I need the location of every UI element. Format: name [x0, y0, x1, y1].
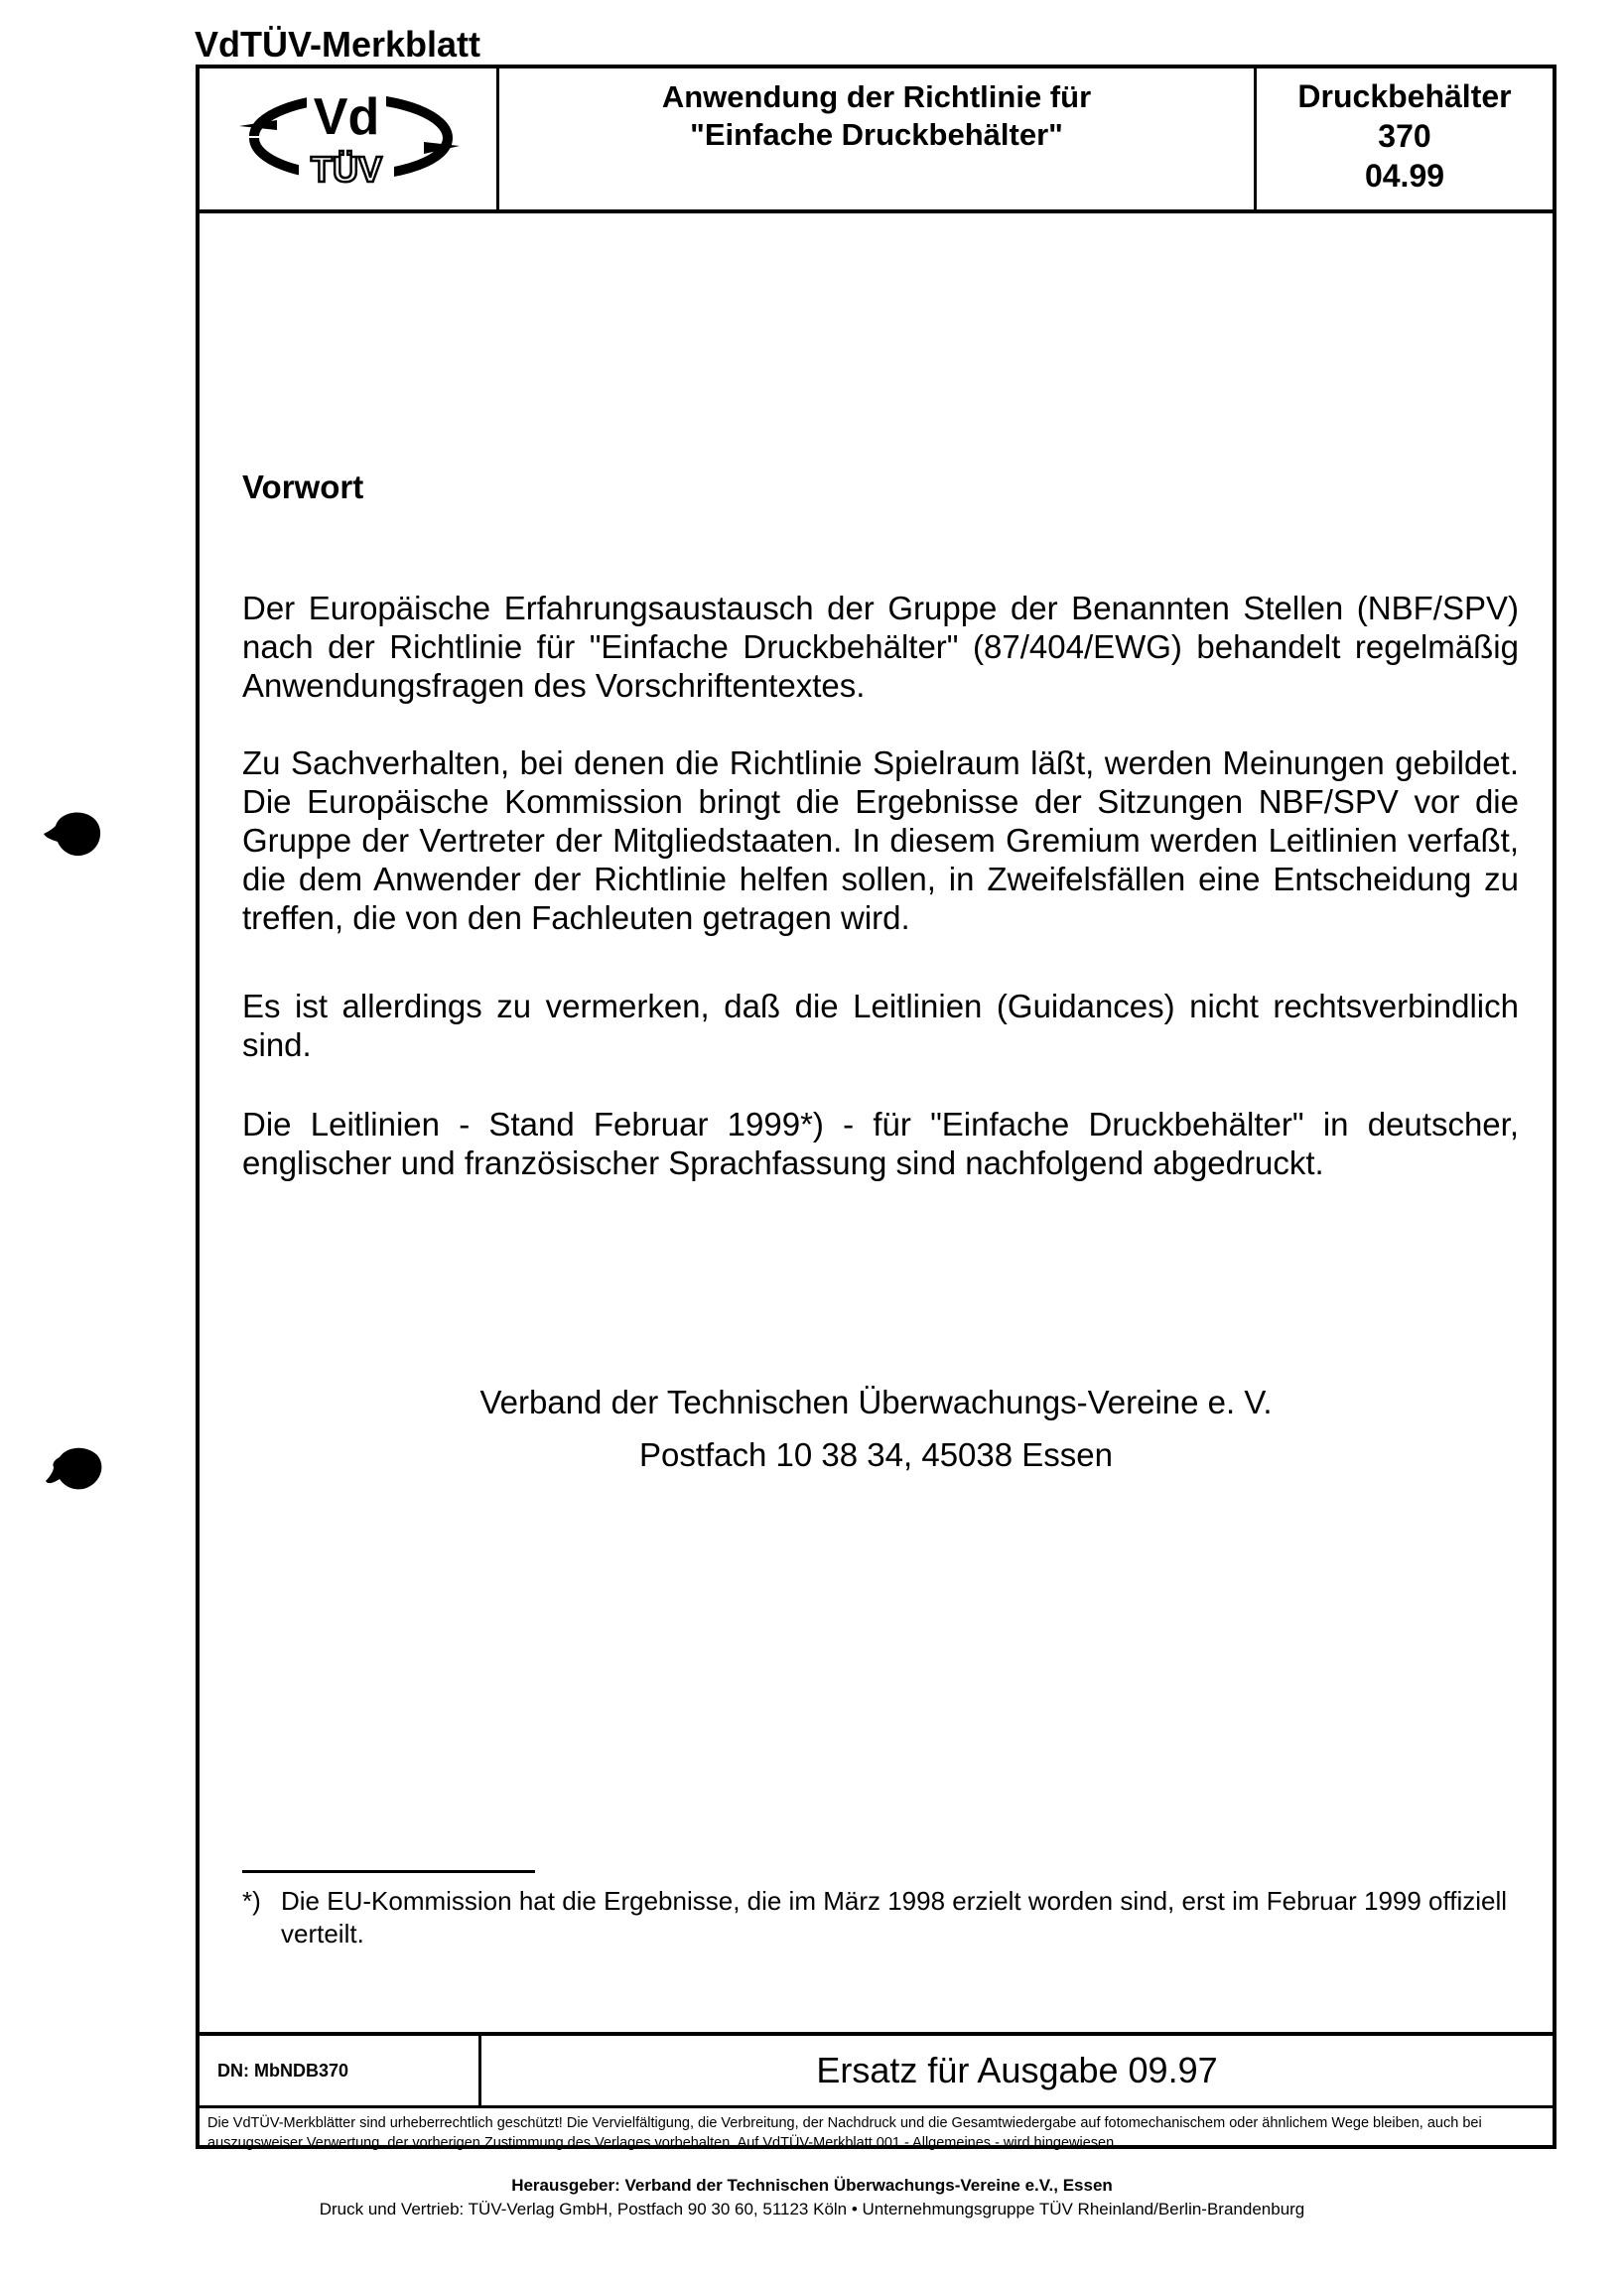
document-code	[1257, 68, 1553, 217]
code-category: Druckbehälter	[1297, 78, 1512, 114]
paragraph: Der Europäische Erfahrungsaustausch der Gruppe der Benannten Stellen (NBF/SPV) nach der Richtlinie für "Einfache Druckbehälter" (87/404/EWG) behandelt regelmäßig Anwendungsfragen des Vorschriftentextes.	[242, 590, 1519, 704]
address-organization: Verband der Technischen Überwachungs-Vereine e. V.	[479, 1384, 1273, 1420]
document-number: DN: MbNDB370	[200, 2036, 481, 2105]
vdtuv-logo	[200, 68, 493, 207]
copyright-notice: Die VdTÜV-Merkblätter sind urheberrechtlich geschützt! Die Vervielfältigung, die Verbreitung, der Nachdruck und die Gesamtwiedergabe auf fotomechanischem oder ähnlichem Wege bleiben, auch bei auszugsweiser Verwertung, der vorherigen Zustimmung des Verlages vorbehalten. Auf VdTÜV-Merkblatt 001 - Allgemeines - wird hingewiesen.	[207, 2115, 1482, 2151]
footer-table	[200, 2032, 1553, 2108]
distribution-line: Druck und Vertrieb: TÜV-Verlag GmbH, Postfach 90 30 60, 51123 Köln • Unternehmungsgruppe TÜV Rheinland/Berlin-Brandenburg	[319, 2200, 1305, 2218]
section-heading: Vorwort	[242, 469, 364, 505]
code-date: 04.99	[1364, 158, 1445, 194]
paragraph: Zu Sachverhalten, bei denen die Richtlinie Spielraum läßt, werden Meinungen gebildet. Die Europäische Kommission bringt die Ergebnisse der Sitzungen NBF/SPV vor die Gruppe der Vertreter der Mitgliedstaaten. In diesem Gremium werden Leitlinien verfaßt, die dem Anwender der Richtlinie helfen sollen, in Zweifelsfällen eine Entscheidung zu treffen, die von den Fachleuten getragen wird.	[242, 744, 1519, 936]
document-frame	[196, 65, 1556, 2149]
title-line-1: Anwendung der Richtlinie für	[661, 79, 1092, 114]
logo-text-tuv: TÜV	[311, 149, 382, 190]
address-postbox: Postfach 10 38 34, 45038 Essen	[638, 1436, 1114, 1473]
document-title	[499, 68, 1257, 209]
title-line-2: "Einfache Druckbehälter"	[690, 117, 1063, 152]
code-number: 370	[1378, 118, 1431, 154]
punch-hole-lower	[42, 1439, 111, 1499]
publisher-line: Herausgeber: Verband der Technischen Überwachungs-Vereine e.V., Essen	[511, 2176, 1113, 2195]
footnote-text: Die EU-Kommission hat die Ergebnisse, die im März 1998 erzielt worden sind, erst im Februar 1999 offiziell verteilt.	[281, 1886, 1508, 1949]
header-table	[200, 68, 1553, 213]
logo-text-vd: Vd	[313, 88, 380, 146]
series-label: VdTÜV-Merkblatt	[195, 24, 481, 65]
punch-hole-upper	[42, 804, 111, 864]
footnote-mark: *)	[242, 1886, 261, 1916]
replacement-notice: Ersatz für Ausgabe 09.97	[816, 2050, 1218, 2090]
paragraph: Die Leitlinien - Stand Februar 1999*) - für "Einfache Druckbehälter" in deutscher, englischer und französischer Sprachfassung sind nachfolgend abgedruckt.	[242, 1106, 1519, 1181]
logo-cell	[200, 68, 499, 209]
paragraph: Es ist allerdings zu vermerken, daß die Leitlinien (Guidances) nicht rechtsverbindlich sind.	[242, 988, 1519, 1063]
footnote-divider	[242, 1870, 535, 1873]
